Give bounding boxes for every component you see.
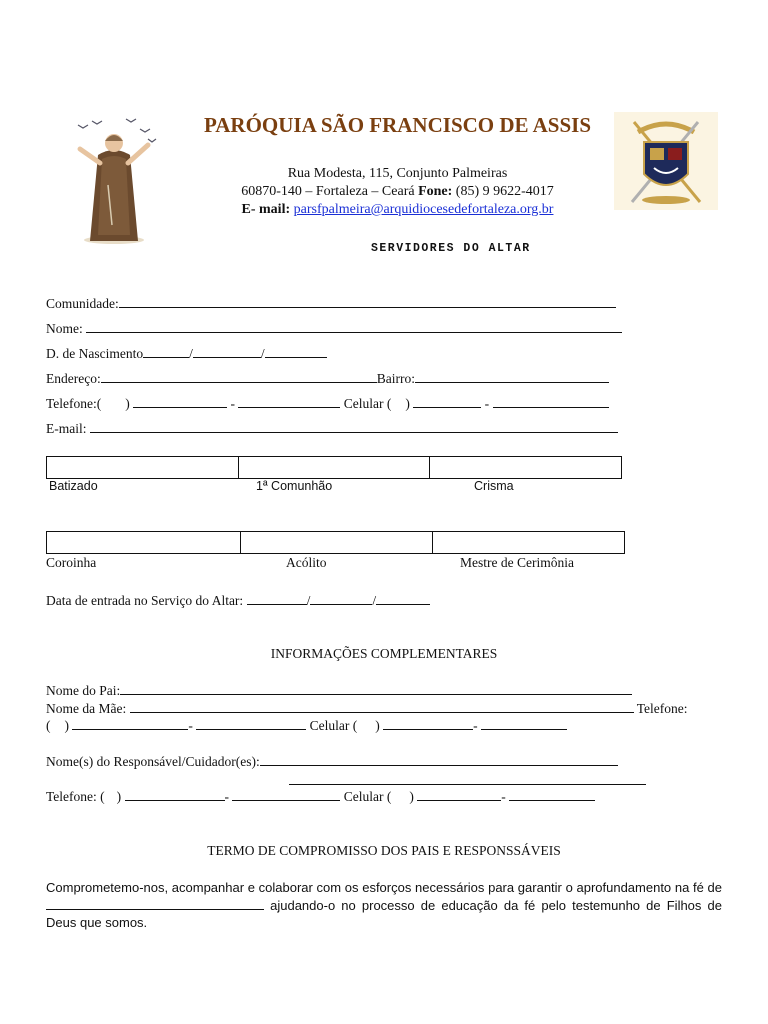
field-label: Nome da Mãe: (46, 701, 127, 716)
blank-line[interactable] (72, 718, 188, 730)
complementary-heading: INFORMAÇÕES COMPLEMENTARES (270, 646, 498, 661)
blank-line[interactable] (101, 371, 377, 383)
field-label: Nome: (46, 321, 83, 336)
blank-line[interactable] (130, 701, 634, 713)
field-label-celular: Celular ( (343, 789, 392, 804)
blank-line[interactable] (289, 773, 646, 785)
blank-line[interactable] (119, 296, 616, 308)
blank-line[interactable] (125, 789, 225, 801)
address-city: 60870-140 – Fortaleza – Ceará (241, 184, 419, 199)
blank-line[interactable] (415, 371, 609, 383)
parish-address (190, 165, 605, 219)
field-nascimento[interactable]: D. de Nascimento / / (46, 346, 327, 362)
field-endereco[interactable] (46, 371, 609, 387)
terms-heading: TERMO DE COMPROMISSO DOS PAIS E RESPONSSÁVEIS (207, 843, 561, 858)
sacraments-checkbox-table (46, 456, 622, 479)
field-responsavel-line-2[interactable] (289, 773, 646, 789)
field-label: E-mail: (46, 421, 87, 436)
field-label: Endereço: (46, 371, 101, 386)
field-label: D. de Nascimento (46, 346, 144, 361)
label-mestre-cerimonia: Mestre de Cerimônia (460, 555, 574, 570)
label-primeira-comunhao: 1ª Comunhão (256, 479, 333, 493)
terms-text-end: ajudando-o no processo de educação da fé pelo testemunho de Filhos de Deus que somos. (46, 897, 722, 930)
section-title: SERVIDORES DO ALTAR (371, 242, 531, 255)
terms-paragraph (46, 879, 722, 932)
blank-line[interactable] (86, 321, 622, 333)
checkbox-batizado[interactable] (47, 457, 239, 478)
field-label-celular: Celular ( (343, 396, 392, 411)
email-label: E- mail: (241, 202, 291, 217)
blank-line[interactable] (133, 396, 227, 408)
blank-line[interactable] (493, 396, 609, 408)
address-line-2 (190, 183, 605, 201)
diocese-crest-image (614, 112, 718, 210)
blank-line[interactable] (509, 789, 595, 801)
checkbox-primeira-comunhao[interactable] (239, 457, 430, 478)
blank-line[interactable] (90, 421, 618, 433)
phone-label: Fone: (418, 184, 453, 199)
checkbox-crisma[interactable] (430, 457, 621, 478)
field-telefone[interactable]: Telefone:( ) - Celular ( ) - (46, 396, 609, 412)
email-link[interactable]: parsfpalmeira@arquidiocesedefortaleza.org.br (293, 202, 554, 217)
blank-line-child-name[interactable] (46, 898, 264, 910)
field-label: Telefone: ( (46, 789, 105, 804)
blank-line[interactable] (417, 789, 501, 801)
blank-line[interactable] (481, 718, 567, 730)
field-nome-mae[interactable] (46, 701, 688, 717)
blank-month[interactable] (193, 346, 261, 358)
field-label: Telefone:( (46, 396, 102, 411)
blank-month[interactable] (310, 593, 372, 605)
label-coroinha: Coroinha (46, 555, 97, 570)
blank-day[interactable] (143, 346, 189, 358)
phone-value: (85) 9 9622-4017 (452, 184, 554, 199)
field-label: Data de entrada no Serviço do Altar: (46, 593, 244, 608)
blank-line[interactable] (232, 789, 340, 801)
blank-line[interactable] (383, 718, 473, 730)
checkbox-acolito[interactable] (241, 532, 433, 553)
roles-checkbox-table (46, 531, 625, 554)
blank-line[interactable] (260, 754, 618, 766)
field-email[interactable] (46, 421, 618, 437)
field-label: Nome(s) do Responsável/Cuidador(es): (46, 754, 260, 769)
field-responsavel[interactable] (46, 754, 618, 770)
blank-year[interactable] (265, 346, 327, 358)
blank-day[interactable] (247, 593, 307, 605)
blank-year[interactable] (376, 593, 430, 605)
checkbox-coroinha[interactable] (47, 532, 241, 553)
field-nome[interactable] (46, 321, 622, 337)
blank-line[interactable] (238, 396, 340, 408)
field-entry-date[interactable]: Data de entrada no Serviço do Altar: / / (46, 593, 430, 609)
blank-line[interactable] (196, 718, 306, 730)
saint-francis-image (68, 115, 160, 245)
field-label: Comunidade: (46, 296, 119, 311)
blank-line[interactable] (413, 396, 481, 408)
field-comunidade[interactable] (46, 296, 616, 312)
parish-title: PARÓQUIA SÃO FRANCISCO DE ASSIS (203, 113, 592, 137)
blank-line[interactable] (120, 683, 632, 695)
field-label: Nome do Pai: (46, 683, 121, 698)
field-telefone-pais[interactable]: ( ) - Celular ( ) - (46, 718, 567, 734)
terms-text-start: Comprometemo-nos, acompanhar e colaborar com os esforços necessários para garantir o aprofundamento na fé de (46, 880, 722, 895)
field-label-celular: Celular ( (309, 718, 358, 733)
field-telefone-responsavel[interactable]: Telefone: ( ) - Celular ( ) - (46, 789, 595, 805)
email-line (190, 201, 605, 219)
label-acolito: Acólito (286, 555, 327, 570)
address-line-1: Rua Modesta, 115, Conjunto Palmeiras (287, 166, 508, 181)
field-nome-pai[interactable] (46, 683, 632, 699)
label-batizado: Batizado (49, 479, 98, 493)
field-label-telefone: Telefone: (636, 701, 688, 716)
checkbox-mestre-cerimonia[interactable] (433, 532, 624, 553)
field-label-bairro: Bairro: (376, 371, 415, 386)
label-crisma: Crisma (474, 479, 514, 493)
